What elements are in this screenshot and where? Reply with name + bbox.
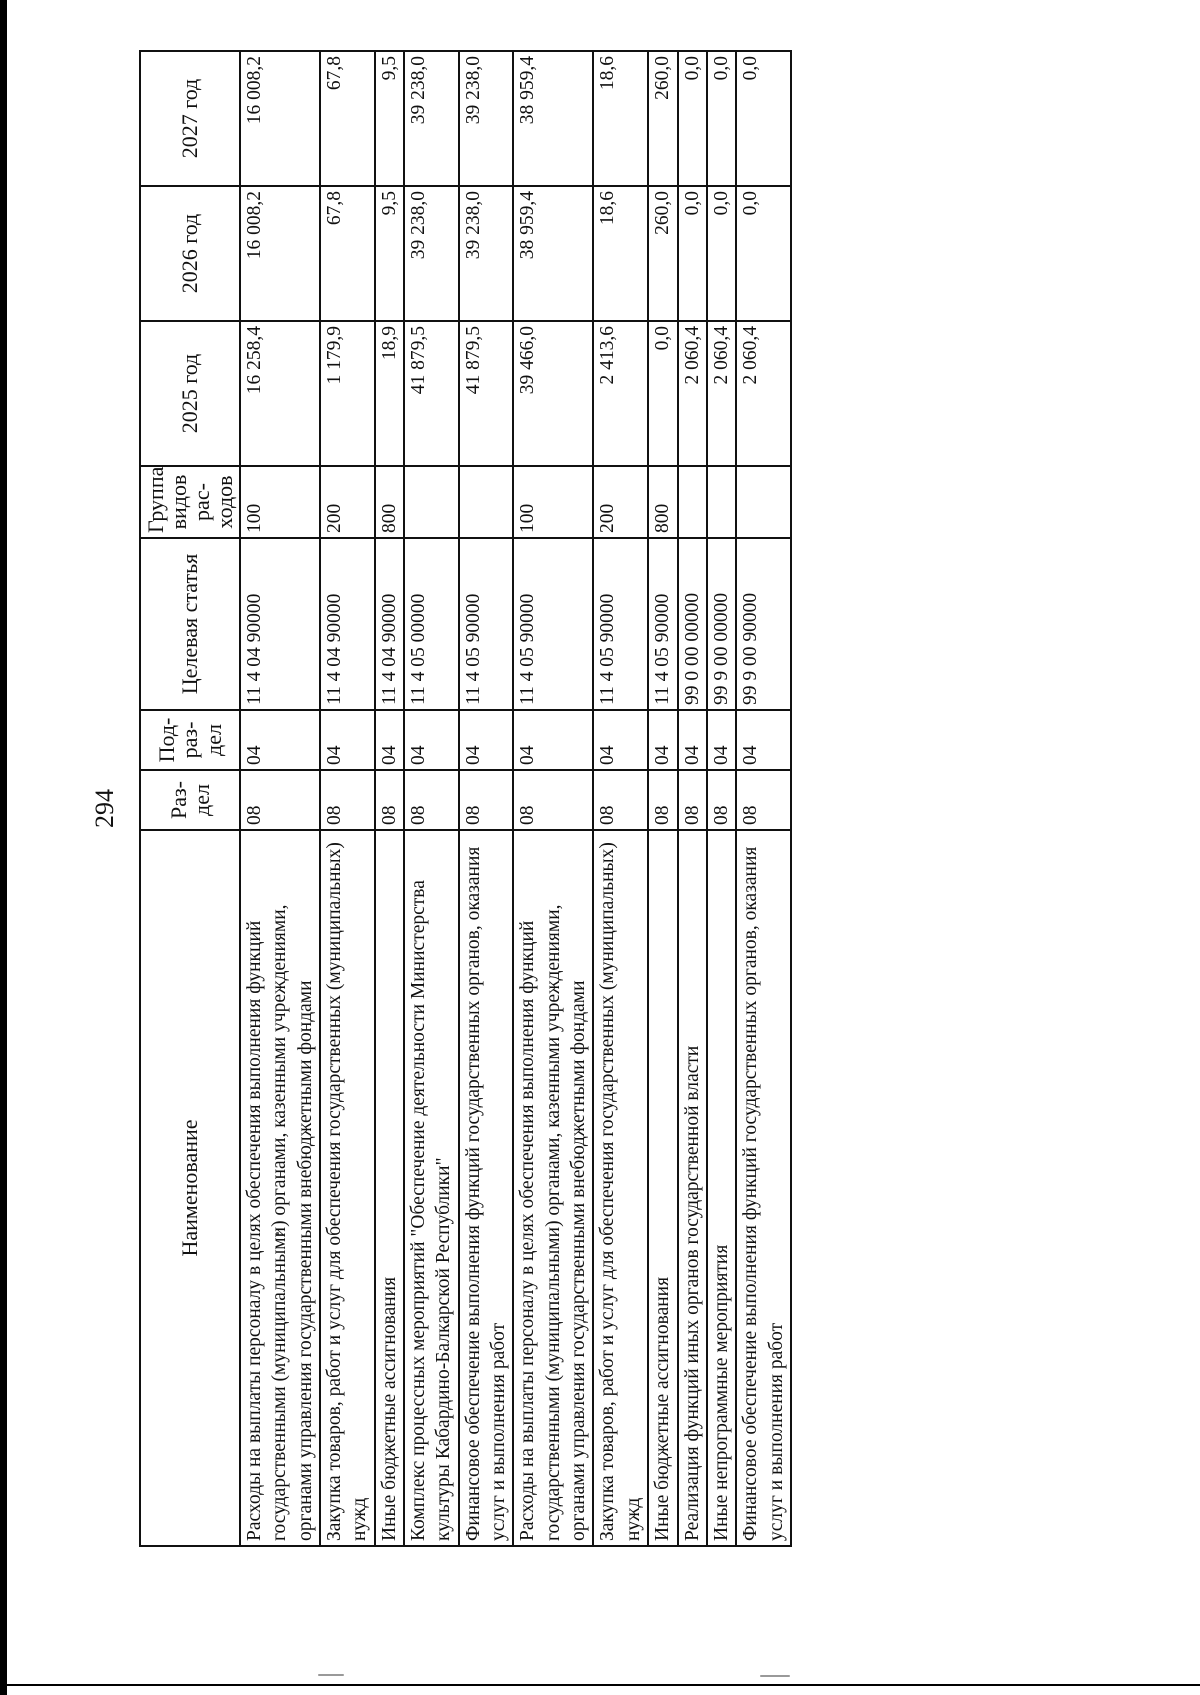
table-row [404,51,459,1546]
header-subsection: Под-раз-дел [140,710,240,770]
header-year-2027: 2027 год [140,51,240,186]
cell-expense-group [404,466,459,538]
cell-2026: 9,5 [375,186,404,321]
cell-section: 08 [404,770,459,830]
cell-2027: 18,6 [593,51,648,186]
table-row [459,51,514,1546]
cell-2027: 0,0 [736,51,791,186]
cell-expense-group [736,466,791,538]
cell-section: 08 [459,770,514,830]
header-section: Раз-дел [140,770,240,830]
scan-speck [318,1674,344,1676]
cell-2025: 0,0 [648,321,677,466]
cell-2026: 260,0 [648,186,677,321]
cell-section: 08 [736,770,791,830]
cell-subsection: 04 [320,710,375,770]
cell-name: Закупка товаров, работ и услуг для обеспечения государственных (муниципальных) нужд [320,830,375,1546]
cell-2026: 0,0 [678,186,707,321]
cell-name: Расходы на выплаты персоналу в целях обеспечения выполнения функций государственными (муниципальными) органами, казенными учреждениями, органами управления государственными внебюджетными фондами [513,830,593,1546]
table-row [375,51,404,1546]
cell-subsection: 04 [593,710,648,770]
header-year-2026: 2026 год [140,186,240,321]
cell-target-article: 99 0 00 00000 [678,538,707,710]
cell-name: Финансовое обеспечение выполнения функций государственных органов, оказания услуг и выполнения работ [736,830,791,1546]
cell-expense-group: 800 [648,466,677,538]
cell-section: 08 [240,770,320,830]
cell-subsection: 04 [240,710,320,770]
cell-2025: 2 060,4 [678,321,707,466]
cell-name: Иные бюджетные ассигнования [648,830,677,1546]
cell-2026: 39 238,0 [404,186,459,321]
table-row [736,51,791,1546]
cell-2027: 0,0 [678,51,707,186]
cell-section: 08 [593,770,648,830]
cell-2025: 41 879,5 [459,321,514,466]
table-header-row [140,51,240,1546]
cell-target-article: 11 4 05 90000 [648,538,677,710]
cell-expense-group: 200 [320,466,375,538]
page-number: 294 [90,789,119,828]
scan-left-edge [0,0,7,1695]
cell-section: 08 [513,770,593,830]
table-row [593,51,648,1546]
cell-2026: 39 238,0 [459,186,514,321]
cell-2027: 9,5 [375,51,404,186]
table-body [240,51,791,1546]
cell-2027: 0,0 [707,51,736,186]
table-row [240,51,320,1546]
cell-target-article: 11 4 04 90000 [320,538,375,710]
cell-name: Закупка товаров, работ и услуг для обеспечения государственных (муниципальных) нужд [593,830,648,1546]
cell-name: Иные непрограммные мероприятия [707,830,736,1546]
table-row [678,51,707,1546]
table-row [320,51,375,1546]
cell-target-article: 99 9 00 00000 [707,538,736,710]
cell-2027: 39 238,0 [404,51,459,186]
header-expense-group: Группа видов рас-ходов [140,466,240,538]
cell-expense-group [707,466,736,538]
cell-expense-group [459,466,514,538]
cell-2025: 2 060,4 [707,321,736,466]
header-year-2025: 2025 год [140,321,240,466]
table-row [648,51,677,1546]
cell-section: 08 [648,770,677,830]
cell-target-article: 11 4 05 90000 [593,538,648,710]
cell-section: 08 [707,770,736,830]
rotated-page-content [139,52,1019,1547]
cell-2025: 1 179,9 [320,321,375,466]
budget-table [139,50,792,1547]
cell-target-article: 11 4 05 90000 [513,538,593,710]
cell-target-article: 11 4 05 90000 [459,538,514,710]
cell-name: Финансовое обеспечение выполнения функций государственных органов, оказания услуг и выполнения работ [459,830,514,1546]
cell-subsection: 04 [404,710,459,770]
cell-target-article: 11 4 04 90000 [240,538,320,710]
cell-subsection: 04 [678,710,707,770]
cell-target-article: 11 4 05 00000 [404,538,459,710]
cell-section: 08 [678,770,707,830]
cell-expense-group [678,466,707,538]
cell-name: Комплекс процессных мероприятий "Обеспечение деятельности Министерства культуры Кабардино-Балкарской Республики" [404,830,459,1546]
cell-2027: 38 959,4 [513,51,593,186]
header-target-article: Целевая статья [140,538,240,710]
cell-2025: 16 258,4 [240,321,320,466]
cell-expense-group: 100 [513,466,593,538]
cell-2026: 0,0 [736,186,791,321]
scan-speck [760,1675,790,1677]
cell-2025: 2 413,6 [593,321,648,466]
cell-subsection: 04 [513,710,593,770]
cell-expense-group: 100 [240,466,320,538]
cell-2026: 38 959,4 [513,186,593,321]
cell-2026: 18,6 [593,186,648,321]
cell-2025: 2 060,4 [736,321,791,466]
cell-2027: 260,0 [648,51,677,186]
cell-target-article: 99 9 00 90000 [736,538,791,710]
header-name: Наименование [140,830,240,1546]
cell-2025: 18,9 [375,321,404,466]
cell-expense-group: 800 [375,466,404,538]
cell-name: Расходы на выплаты персоналу в целях обеспечения выполнения функций государственными (муниципальными) органами, казенными учреждениями, органами управления государственными внебюджетными фондами [240,830,320,1546]
cell-2027: 16 008,2 [240,51,320,186]
cell-target-article: 11 4 04 90000 [375,538,404,710]
cell-2025: 39 466,0 [513,321,593,466]
cell-subsection: 04 [459,710,514,770]
cell-2026: 67,8 [320,186,375,321]
cell-2025: 41 879,5 [404,321,459,466]
cell-subsection: 04 [375,710,404,770]
table-row [707,51,736,1546]
scan-bottom-line [6,1684,1200,1686]
cell-2027: 39 238,0 [459,51,514,186]
cell-2026: 0,0 [707,186,736,321]
table-row [513,51,593,1546]
cell-2027: 67,8 [320,51,375,186]
cell-section: 08 [320,770,375,830]
cell-subsection: 04 [648,710,677,770]
cell-subsection: 04 [736,710,791,770]
cell-2026: 16 008,2 [240,186,320,321]
cell-name: Реализация функций иных органов государственной власти [678,830,707,1546]
cell-expense-group: 200 [593,466,648,538]
cell-subsection: 04 [707,710,736,770]
cell-section: 08 [375,770,404,830]
cell-name: Иные бюджетные ассигнования [375,830,404,1546]
